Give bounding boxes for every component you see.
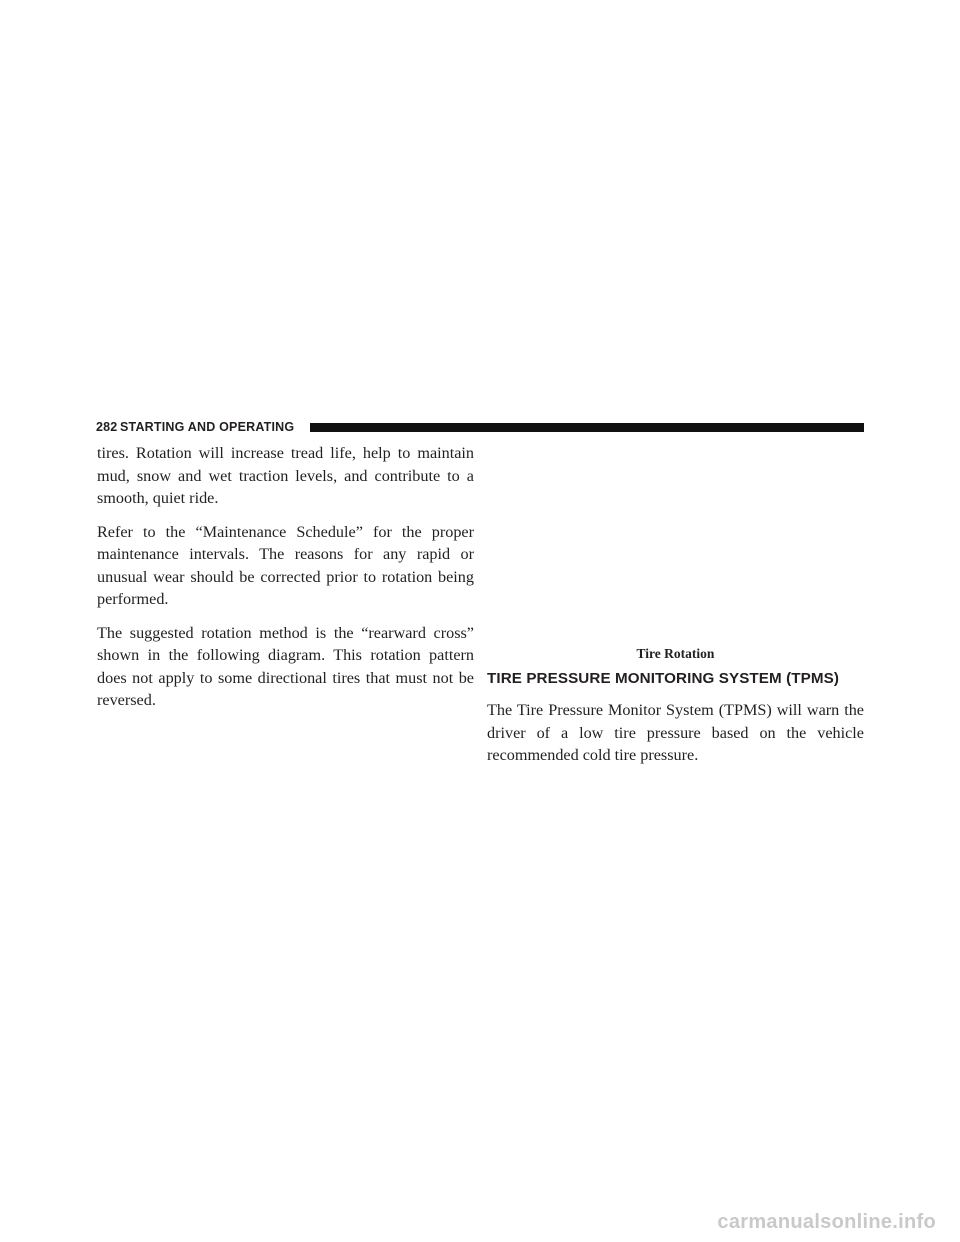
header-rule bbox=[310, 423, 864, 432]
right-column bbox=[487, 442, 864, 778]
watermark: carmanualsonline.info bbox=[717, 1211, 936, 1233]
running-header bbox=[96, 418, 864, 436]
figure-caption: Tire Rotation bbox=[636, 646, 715, 661]
paragraph-rotation-benefits: tires. Rotation will increase tread life, help to maintain mud, snow and wet traction levels, and contribute to a smooth, quiet ride. bbox=[97, 444, 474, 507]
tire-rotation-figure bbox=[487, 442, 864, 664]
paragraph-rotation-method: The suggested rotation method is the “rearward cross” shown in the following diagram. This rotation pattern does not apply to some directional tires that must not be reversed. bbox=[97, 623, 474, 709]
section-heading-tpms: TIRE PRESSURE MONITORING SYSTEM (TPMS) bbox=[487, 670, 840, 687]
paragraph-maintenance-schedule: Refer to the “Maintenance Schedule” for the proper maintenance intervals. The reasons for any rapid or unusual wear should be corrected prior to rotation being performed. bbox=[97, 522, 474, 608]
section-title: STARTING AND OPERATING bbox=[120, 420, 295, 434]
left-column bbox=[97, 442, 474, 723]
page-number: 282 bbox=[96, 420, 118, 434]
paragraph-tpms-intro: The Tire Pressure Monitor System (TPMS) will warn the driver of a low tire pressure based on the vehicle recommended cold tire pressure. bbox=[487, 701, 864, 764]
